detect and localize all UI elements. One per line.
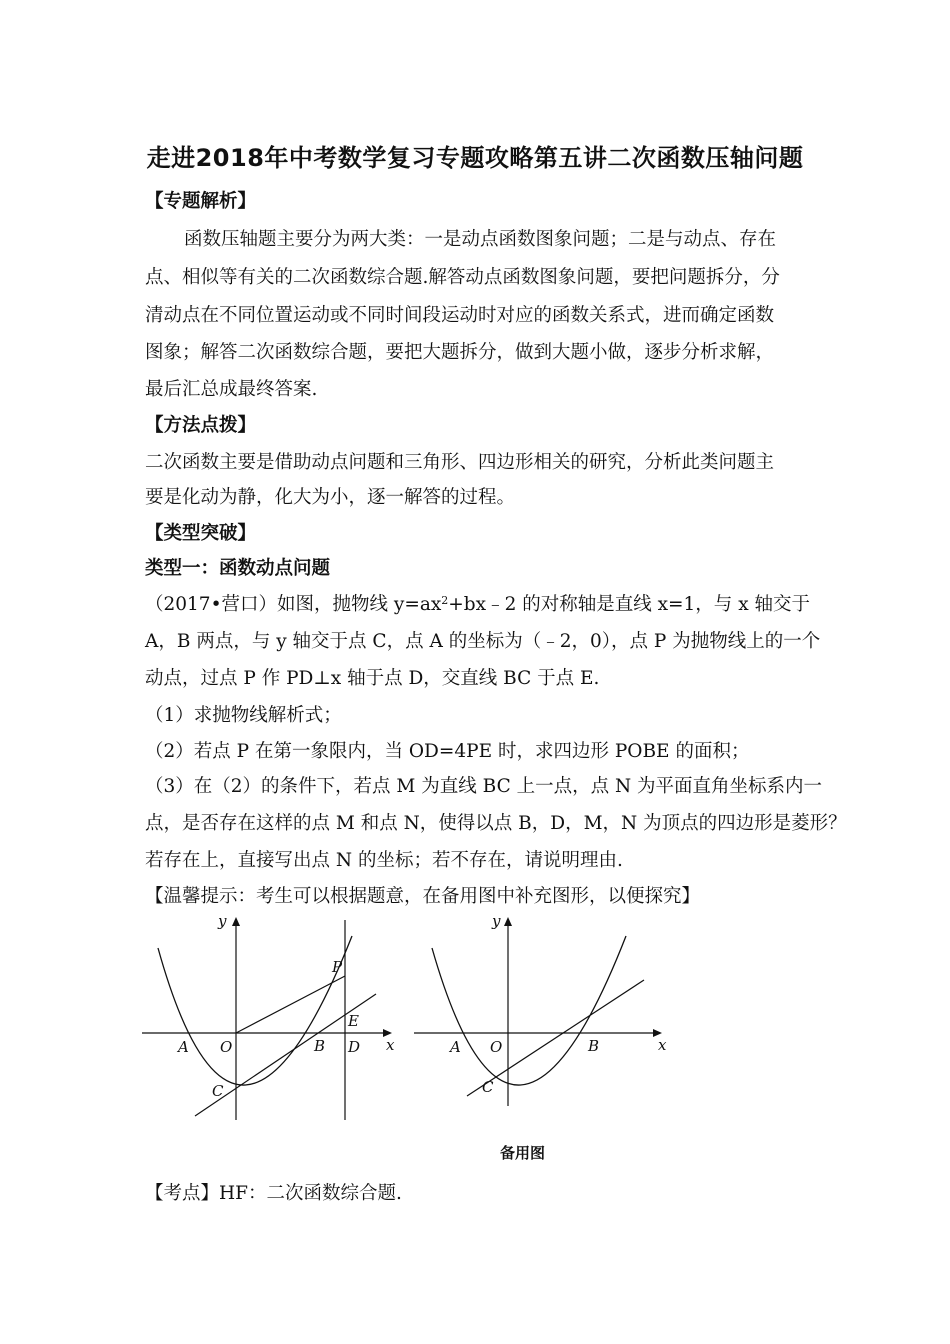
label-c: C: [482, 1078, 494, 1096]
label-y: y: [492, 912, 501, 930]
label-b: B: [314, 1037, 326, 1055]
y-axis-arrow: [232, 917, 240, 926]
backup-figure-caption: 备用图: [500, 1144, 546, 1162]
label-o: O: [490, 1038, 503, 1056]
parabola: [158, 936, 352, 1085]
section-heading-method: 【方法点拨】: [145, 415, 257, 436]
section-heading-analysis: 【专题解析】: [145, 191, 257, 212]
question-3: （3）在（2）的条件下，若点 M 为直线 BC 上一点，点 N 为平面直角坐标系内一: [145, 776, 823, 797]
label-y: y: [218, 912, 227, 930]
problem-line: A，B 两点，与 y 轴交于点 C，点 A 的坐标为（﹣2，0），点 P 为抛物线上的一个: [145, 631, 821, 652]
problem-line: 动点，过点 P 作 PD⊥x 轴于点 D，交直线 BC 于点 E.: [145, 668, 600, 689]
figure-backup: [412, 908, 672, 1112]
label-x: x: [658, 1036, 667, 1054]
paragraph-line: 清动点在不同位置运动或不同时间段运动时对应的函数关系式，进而确定函数: [145, 305, 775, 326]
page-title: 走进2018年中考数学复习专题攻略第五讲二次函数压轴问题: [146, 144, 804, 172]
y-axis-arrow: [504, 917, 512, 926]
paragraph-line: 函数压轴题主要分为两大类：一是动点函数图象问题；二是与动点、存在: [184, 229, 777, 250]
paragraph-line: 要是化动为静，化大为小，逐一解答的过程。: [145, 487, 516, 508]
paragraph-line: 二次函数主要是借助动点问题和三角形、四边形相关的研究，分析此类问题主: [145, 452, 775, 473]
label-d: D: [348, 1038, 361, 1056]
label-x: x: [386, 1036, 395, 1054]
section-heading-types: 【类型突破】: [145, 523, 257, 544]
label-b: B: [588, 1037, 600, 1055]
segment-op: [236, 976, 345, 1033]
paragraph-line: 最后汇总成最终答案.: [145, 379, 318, 400]
label-a: A: [178, 1038, 189, 1056]
label-e: E: [348, 1012, 359, 1030]
hint-line: 【温馨提示：考生可以根据题意，在备用图中补充图形，以便探究】: [145, 886, 701, 907]
problem-line: （2017•营口）如图，抛物线 $y=ax^2+bx﹣2$ 的对称轴是直线 x=1，与 x 轴交于: [145, 594, 811, 615]
question-2: （2）若点 P 在第一象限内，当 OD=4PE 时，求四边形 POBE 的面积；: [145, 741, 750, 762]
question-3-cont: 若存在上，直接写出点 N 的坐标；若不存在，请说明理由.: [145, 850, 623, 871]
label-o: O: [220, 1038, 233, 1056]
paragraph-line: 图象；解答二次函数综合题，要把大题拆分，做到大题小做，逐步分析求解，: [145, 342, 775, 363]
label-p: P: [332, 958, 343, 976]
paragraph-line: 点、相似等有关的二次函数综合题.解答动点函数图象问题，要把问题拆分，分: [145, 267, 780, 288]
type-heading: 类型一：函数动点问题: [145, 558, 331, 579]
label-c: C: [212, 1082, 224, 1100]
kaodian-line: 【考点】HF：二次函数综合题.: [145, 1183, 402, 1204]
label-a: A: [450, 1038, 461, 1056]
question-1: （1）求抛物线解析式；: [145, 705, 342, 726]
question-3-cont: 点，是否存在这样的点 M 和点 N，使得以点 B，D，M，N 为顶点的四边形是菱形？: [145, 813, 847, 834]
figure-main: [140, 908, 410, 1127]
